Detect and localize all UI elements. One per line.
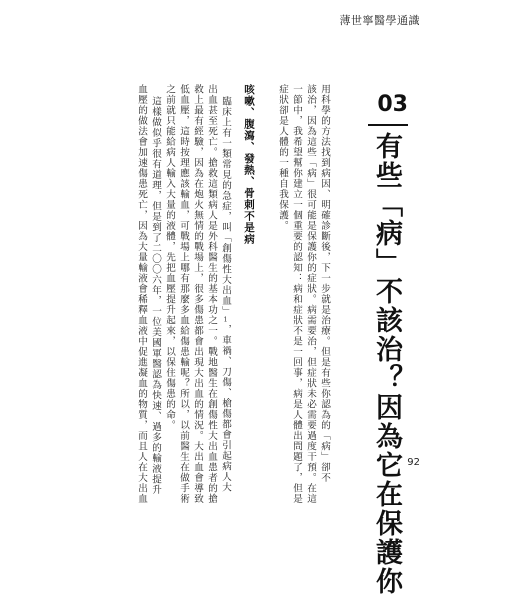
body-paragraph-line: 出血甚至死亡。搶救這類病人是外科醫生的基本功之一。戰地醫生在創傷性大出血患者的搶 <box>206 84 217 504</box>
intro-paragraph-line: 該治，因為這些「病」很可能是保護你的症狀。病需要治，但症狀未必需要過度干預。在這 <box>305 84 316 504</box>
chapter-title: 有些「病」不該治？因為它在保護你 <box>371 132 402 596</box>
chapter-rule <box>368 124 408 126</box>
chapter-number: 03 <box>377 92 408 117</box>
page-number: 92 <box>407 457 420 468</box>
body-paragraph-line: 之前就只能給病人輸入大量的液體，先把血壓提升起來，以保住傷患的命。 <box>164 84 175 431</box>
running-header: 薄世寧醫學通識 <box>339 14 420 27</box>
section-heading: 咳嗽、腹瀉、發熱、骨刺不是病 <box>243 84 255 245</box>
body-paragraph-line <box>220 96 230 492</box>
intro-paragraph-line: 一節中，我希望幫你建立一個重要的認知：病和症狀不是一回事，病是人體出問題了，但是 <box>291 84 302 504</box>
body-paragraph-line: 這樣做似乎很有道理，但是到了二〇〇六年，一位美國軍醫認為快速、過多的輸液提升 <box>150 96 161 495</box>
body-text: 臨床上有一類常見的急症，叫「創傷性大出血」 <box>220 96 231 317</box>
intro-paragraph-line: 用科學的方法找到病因、明確診斷後，下一步就是治療。但是有些你認為的「病」卻不 <box>319 84 330 483</box>
intro-paragraph-line: 症狀卻是人體的一種自我保護。 <box>277 84 288 231</box>
body-text: ，車禍、刀傷、槍傷都會引起病人大 <box>220 324 231 493</box>
body-paragraph-line: 低血壓，這時按理應該輸血，可戰場上哪有那麼多血給傷患輸呢？所以，以前醫生在做手術 <box>178 84 189 504</box>
body-paragraph-line: 血壓的做法會加速傷患死亡，因為大量輸液會稀釋血液中促進凝血的物質，而且人在大出血 <box>136 84 147 504</box>
body-paragraph-line: 救上最有經驗，因為在炮火無情的戰場上，很多傷患都會出現大出血的情況。大出血會導致 <box>192 84 203 504</box>
footnote-marker: 1 <box>222 316 229 325</box>
